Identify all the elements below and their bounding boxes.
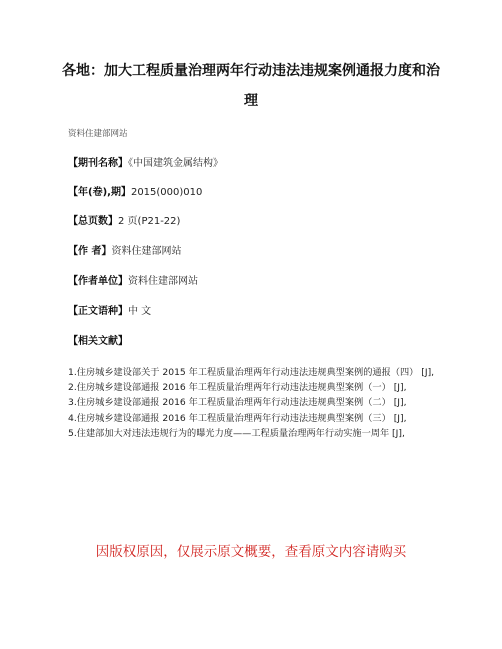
field-journal-name-value: 《中国建筑金属结构》 [128, 158, 223, 169]
field-total-pages-value: 2 页(P21-22) [118, 216, 181, 227]
reference-item: 1.住房城乡建设部关于 2015 年工程质量治理两年行动违法违规典型案例的通报（四） [J], [68, 367, 435, 378]
reference-item: 4.住房城乡建设部通报 2016 年工程质量治理两年行动违法违规典型案例（三） [J], [68, 412, 407, 424]
field-language [68, 305, 151, 319]
reference-item: 5.住建部加大对违法违规行为的曝光力度——工程质量治理两年行动实施一周年 [J], [68, 427, 405, 439]
field-author-key: 【作 者】 [68, 246, 112, 257]
document-title: 各地：加大工程质量治理两年行动违法违规案例通报力度和治理 [62, 63, 440, 109]
field-author-value: 资料住建部网站 [111, 246, 182, 257]
reference-item: 3.住房城乡建设部通报 2016 年工程质量治理两年行动违法违规典型案例（二） [J], [68, 397, 407, 409]
field-author-unit [68, 275, 198, 289]
field-related-docs-key: 【相关文献】 [68, 336, 128, 347]
field-language-key: 【正文语种】 [68, 306, 128, 317]
field-author-unit-value: 资料住建部网站 [128, 276, 198, 287]
reference-item: 2.住房城乡建设部通报 2016 年工程质量治理两年行动违法违规典型案例（一） [J], [68, 382, 407, 394]
field-author-unit-key: 【作者单位】 [68, 276, 128, 287]
field-total-pages-key: 【总页数】 [68, 216, 118, 227]
field-volume-issue [68, 186, 202, 200]
field-total-pages [68, 215, 180, 229]
copyright-notice: 因版权原因，仅展示原文概要，查看原文内容请购买 [95, 544, 407, 560]
field-journal-name-key: 【期刊名称】 [68, 158, 128, 169]
field-volume-issue-value: 2015(000)010 [130, 187, 203, 198]
field-journal-name [68, 157, 223, 171]
field-volume-issue-key: 【年(卷),期】 [68, 187, 131, 198]
document-source: 资料住建部网站 [68, 129, 128, 139]
field-author [68, 245, 181, 259]
field-related-docs [68, 335, 128, 349]
field-language-value: 中 文 [128, 306, 152, 317]
reference-list [68, 365, 438, 441]
